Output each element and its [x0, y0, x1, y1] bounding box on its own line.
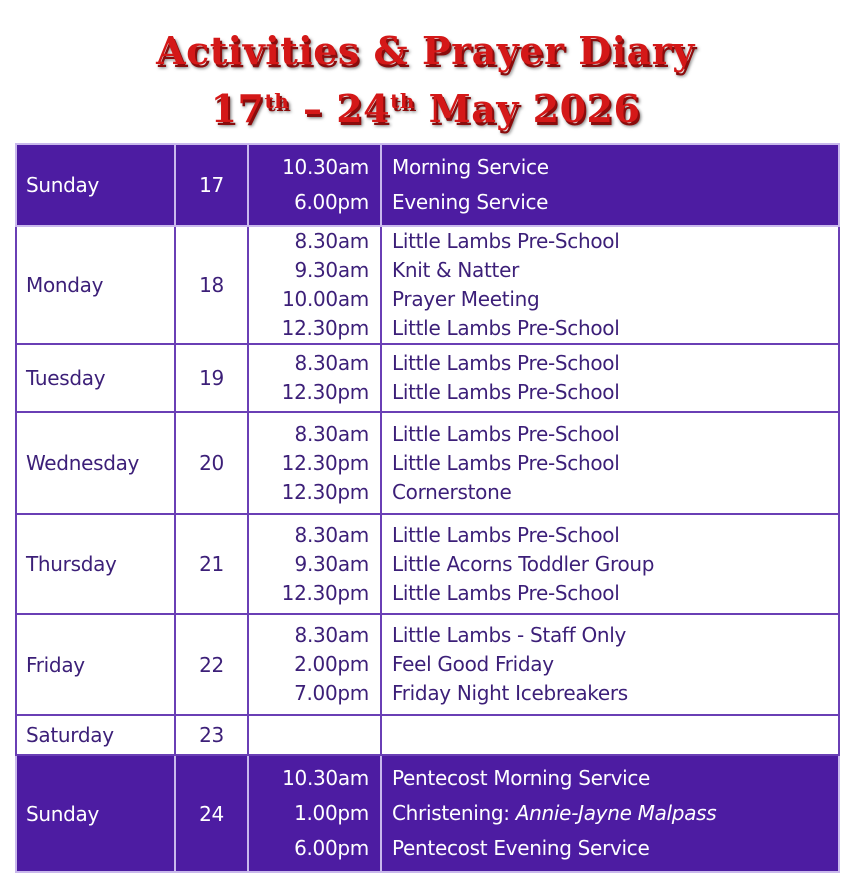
event-activity	[392, 521, 838, 550]
times-cell	[248, 614, 381, 715]
event-activity	[392, 621, 838, 650]
range-separator: –	[303, 86, 323, 131]
event-time: 12.30pm	[281, 450, 369, 475]
event-time: 6.00pm	[294, 836, 369, 860]
event-activity-text: Little Lambs Pre-School	[392, 351, 620, 375]
event-activity	[392, 150, 838, 185]
event-activity	[392, 761, 838, 796]
event-time: 10.30am	[282, 766, 369, 790]
activities-cell	[381, 344, 839, 412]
event-time: 7.00pm	[294, 681, 369, 705]
event-activity	[392, 314, 838, 343]
event-activity-text: Pentecost Morning Service	[392, 766, 651, 790]
day-name-cell: Wednesday	[16, 412, 175, 514]
event-activity	[392, 679, 838, 708]
event-activity	[392, 550, 838, 579]
event-time: 12.30pm	[281, 316, 369, 340]
event-activity-text: Christening:	[392, 801, 516, 825]
times-cell	[248, 715, 381, 755]
diary-row	[16, 144, 839, 226]
diary-title: Activities & Prayer Diary	[156, 28, 695, 73]
day-name-cell: Friday	[16, 614, 175, 715]
event-activity-text: Little Lambs Pre-School	[392, 316, 620, 340]
event-time: 1.00pm	[294, 801, 369, 825]
event-activity-text: Little Acorns Toddler Group	[392, 551, 655, 576]
event-time: 12.30pm	[281, 380, 369, 404]
diary-row	[16, 755, 839, 872]
event-activity	[392, 420, 838, 449]
diary-row	[16, 412, 839, 514]
day-name-cell: Tuesday	[16, 344, 175, 412]
event-activity-text: Little Lambs Pre-School	[392, 580, 620, 605]
diary-row	[16, 715, 839, 755]
end-day-suffix: th	[390, 89, 415, 113]
times-cell	[248, 412, 381, 514]
times-cell	[248, 226, 381, 344]
event-activity-text: Little Lambs Pre-School	[392, 421, 620, 446]
event-activity	[392, 349, 838, 378]
date-cell: 23	[175, 715, 248, 755]
end-day: 24	[336, 86, 391, 131]
event-time: 12.30pm	[281, 580, 369, 605]
event-activity-text: Morning Service	[392, 155, 549, 179]
date-cell: 17	[175, 144, 248, 226]
start-day: 17	[210, 86, 265, 131]
diary-date-range	[0, 80, 851, 138]
event-activity	[392, 378, 838, 407]
event-activity	[392, 796, 838, 831]
event-activity	[392, 285, 838, 314]
date-cell: 24	[175, 755, 248, 872]
start-day-suffix: th	[264, 89, 290, 113]
event-activity-text: Prayer Meeting	[392, 287, 540, 311]
event-time: 6.00pm	[294, 190, 369, 214]
times-cell	[248, 755, 381, 872]
event-activity-text: Friday Night Icebreakers	[392, 681, 628, 705]
activities-cell	[381, 755, 839, 872]
event-activity-text: Knit & Natter	[392, 258, 520, 282]
event-time: 8.30am	[294, 421, 369, 446]
times-cell	[248, 514, 381, 614]
date-cell: 20	[175, 412, 248, 514]
event-time: 10.00am	[282, 287, 369, 311]
event-activity-text: Little Lambs Pre-School	[392, 450, 620, 475]
diary-row	[16, 514, 839, 614]
month-year: May 2026	[428, 86, 641, 131]
event-time: 8.30am	[294, 351, 369, 375]
event-activity-text: Feel Good Friday	[392, 652, 554, 676]
diary-row	[16, 226, 839, 344]
event-time: 8.30am	[294, 623, 369, 647]
event-activity	[392, 185, 838, 220]
event-activity-text: Little Lambs Pre-School	[392, 229, 620, 253]
event-time: 2.00pm	[294, 652, 369, 676]
date-cell: 22	[175, 614, 248, 715]
times-cell	[248, 344, 381, 412]
diary-row	[16, 344, 839, 412]
event-activity-name: Annie-Jayne Malpass	[515, 801, 717, 825]
event-activity	[392, 227, 838, 256]
activities-cell	[381, 226, 839, 344]
event-activity	[392, 579, 838, 608]
activities-cell	[381, 514, 839, 614]
day-name-cell: Sunday	[16, 755, 175, 872]
date-cell: 18	[175, 226, 248, 344]
activities-cell	[381, 715, 839, 755]
event-activity	[392, 831, 838, 866]
event-time: 9.30am	[294, 258, 369, 282]
day-name-cell: Thursday	[16, 514, 175, 614]
date-cell: 19	[175, 344, 248, 412]
event-time: 10.30am	[282, 155, 369, 179]
event-time: 8.30am	[294, 522, 369, 547]
activities-cell	[381, 412, 839, 514]
event-time: 9.30am	[294, 551, 369, 576]
event-activity	[392, 256, 838, 285]
diary-row	[16, 614, 839, 715]
diary-header	[0, 22, 851, 138]
times-cell	[248, 144, 381, 226]
event-activity	[392, 449, 838, 478]
event-activity	[392, 650, 838, 679]
event-activity-text: Pentecost Evening Service	[392, 836, 650, 860]
event-activity-text: Little Lambs - Staff Only	[392, 623, 627, 647]
day-name-cell: Sunday	[16, 144, 175, 226]
day-name-cell: Monday	[16, 226, 175, 344]
activities-cell	[381, 144, 839, 226]
day-name-cell: Saturday	[16, 715, 175, 755]
event-activity-text: Evening Service	[392, 190, 549, 214]
diary-table	[15, 143, 840, 873]
activities-cell	[381, 614, 839, 715]
date-cell: 21	[175, 514, 248, 614]
event-activity	[392, 478, 838, 507]
event-activity-text: Little Lambs Pre-School	[392, 380, 620, 404]
event-activity-text: Little Lambs Pre-School	[392, 522, 620, 547]
event-time: 12.30pm	[281, 479, 369, 504]
event-time: 8.30am	[294, 229, 369, 253]
event-activity-text: Cornerstone	[392, 479, 512, 504]
